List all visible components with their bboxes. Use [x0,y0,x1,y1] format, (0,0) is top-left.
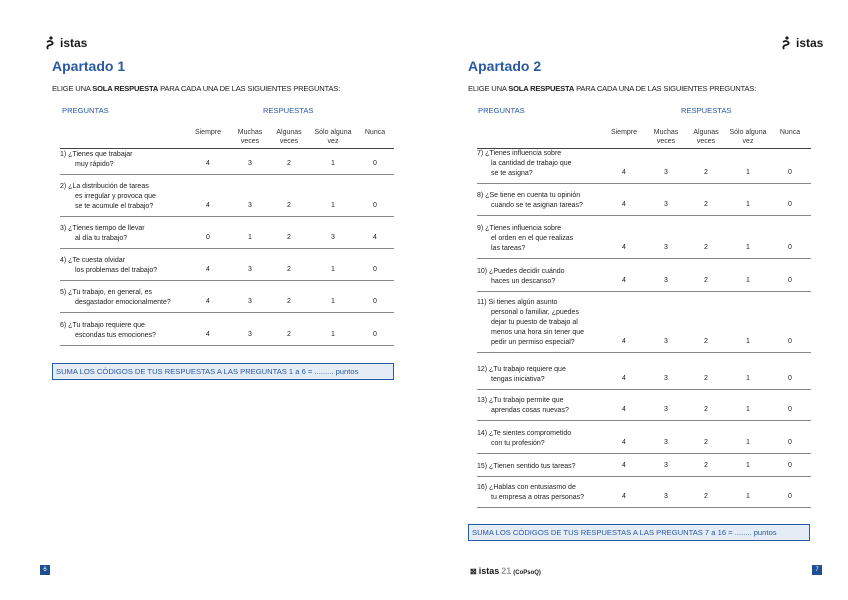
footer-num: 21 [501,566,512,576]
answer-value[interactable]: 0 [788,375,792,382]
question-text: 4) ¿Te cuesta olvidar [60,257,125,264]
question-text: 14) ¿Te sientes comprometido [477,430,572,437]
question-text: 7) ¿Tienes influencia sobre [477,150,562,157]
answer-value[interactable]: 4 [206,298,210,305]
answer-value[interactable]: 1 [746,406,750,413]
answer-value[interactable]: 3 [664,375,668,382]
answer-value[interactable]: 0 [373,202,377,209]
answer-value[interactable]: 2 [704,338,708,345]
answer-value[interactable]: 3 [331,234,335,241]
row-rule [477,183,811,184]
question-text: 5) ¿Tu trabajo, en general, es [60,289,152,296]
answer-value[interactable]: 2 [704,406,708,413]
answer-value[interactable]: 2 [704,375,708,382]
header-rule [60,148,394,149]
answer-value[interactable]: 3 [664,338,668,345]
answer-value[interactable]: 3 [664,406,668,413]
footer-logo [470,566,541,576]
right-page [424,0,848,600]
answer-value[interactable]: 0 [788,201,792,208]
answer-value[interactable]: 2 [704,244,708,251]
answer-value[interactable]: 3 [664,439,668,446]
answer-value[interactable]: 0 [788,493,792,500]
row-rule [477,476,811,477]
answer-value[interactable]: 3 [248,202,252,209]
question-text: menos una hora sin tener que [491,329,585,336]
answer-value[interactable]: 0 [206,234,210,241]
answer-value[interactable]: 4 [622,338,626,345]
row-rule [477,420,811,421]
question-text: las tareas? [491,245,526,252]
question-text: aprendas cosas nuevas? [491,407,569,414]
answer-value[interactable]: 0 [788,277,792,284]
question-text: 9) ¿Tienes influencia sobre [477,225,562,232]
question-text: 8) ¿Se tiene en cuenta tu opinión [477,192,581,199]
answer-value[interactable]: 2 [287,160,291,167]
column-header: Algunas veces [693,129,719,145]
answer-value[interactable]: 2 [287,331,291,338]
answer-value[interactable]: 4 [622,169,626,176]
preguntas-header: PREGUNTAS [478,106,525,115]
answer-value[interactable]: 0 [788,169,792,176]
question-text: 13) ¿Tu trabajo permite que [477,397,564,404]
question-text: 6) ¿Tu trabajo requiere que [60,322,145,329]
row-rule [60,174,394,175]
answer-value[interactable]: 2 [704,493,708,500]
question-text: escondas tus emociones? [75,332,156,339]
istas-logo [780,36,823,50]
answer-value[interactable]: 3 [664,201,668,208]
answer-value[interactable]: 0 [373,298,377,305]
row-rule [60,216,394,217]
answer-value[interactable]: 0 [373,266,377,273]
question-text: tu empresa a otras personas? [491,494,584,501]
answer-value[interactable]: 1 [746,493,750,500]
column-header: Nunca [779,129,801,136]
footer-brand: istas [478,566,500,576]
istas-logo-icon [780,36,792,50]
row-rule [60,345,394,346]
answer-value[interactable]: 0 [788,439,792,446]
page-number: 6 [40,565,50,575]
answer-value[interactable]: 4 [622,201,626,208]
question-text: personal o familiar, ¿puedes [491,309,579,316]
question-text: la cantidad de trabajo que [491,160,572,167]
column-header: Sólo alguna vez [314,129,352,145]
question-text: 12) ¿Tu trabajo requiere que [477,366,566,373]
question-text: con tu profesión? [491,440,545,447]
answer-value[interactable]: 1 [331,202,335,209]
question-text: 15) ¿Tienen sentido tus tareas? [477,463,576,470]
answer-value[interactable]: 1 [746,375,750,382]
column-header: Siempre [610,129,638,136]
answer-value[interactable]: 1 [331,160,335,167]
question-text: pedir un permiso especial? [491,339,575,346]
answer-value[interactable]: 2 [287,298,291,305]
answer-value[interactable]: 4 [373,234,377,241]
answer-value[interactable]: 0 [788,462,792,469]
answer-value[interactable]: 3 [248,266,252,273]
question-text: 11) Si tienes algún asunto [477,299,558,306]
answer-value[interactable]: 2 [287,266,291,273]
answer-value[interactable]: 3 [664,462,668,469]
row-rule [477,215,811,216]
row-rule [477,352,811,353]
column-header: Siempre [194,129,222,136]
question-text: haces un descanso? [491,278,556,285]
answer-value[interactable]: 4 [622,375,626,382]
row-rule [477,453,811,454]
answer-value[interactable]: 2 [704,462,708,469]
preguntas-header: PREGUNTAS [62,106,109,115]
footer-suffix: (CoPsoQ) [513,570,541,576]
footer-logo-icon: ⊠ [470,567,477,576]
answer-value[interactable]: 4 [206,202,210,209]
question-text: tengas iniciativa? [491,376,545,383]
answer-value[interactable]: 3 [664,493,668,500]
answer-value[interactable]: 3 [664,277,668,284]
row-rule [60,312,394,313]
answer-value[interactable]: 0 [788,406,792,413]
row-rule [477,258,811,259]
answer-value[interactable]: 1 [746,244,750,251]
answer-value[interactable]: 0 [373,160,377,167]
question-text: dejar tu puesto de trabajo al [491,319,578,326]
sum-box: SUMA LOS CÓDIGOS DE TUS RESPUESTAS A LAS PREGUNTAS 7 a 16 = ........ puntos [468,524,810,541]
row-rule [60,248,394,249]
answer-value[interactable]: 2 [704,169,708,176]
answer-value[interactable]: 1 [331,298,335,305]
question-text: el orden en el que realizas [491,235,574,242]
answer-value[interactable]: 3 [248,298,252,305]
row-rule [477,389,811,390]
row-rule [477,291,811,292]
answer-value[interactable]: 1 [746,169,750,176]
istas-logo-icon [44,36,56,50]
istas-logo [44,36,87,50]
answer-value[interactable]: 3 [248,331,252,338]
page-title: Apartado 2 [468,58,542,74]
answer-value[interactable]: 4 [622,406,626,413]
answer-value[interactable]: 2 [287,202,291,209]
question-text: se te acumule el trabajo? [75,203,154,210]
row-rule [477,507,811,508]
question-text: 10) ¿Puedes decidir cuándo [477,268,565,275]
question-text: se te asigna? [491,170,533,177]
question-text: al día tu trabajo? [75,235,128,242]
answer-value[interactable]: 1 [746,439,750,446]
answer-value[interactable]: 1 [248,234,252,241]
answer-value[interactable]: 0 [788,244,792,251]
answer-value[interactable]: 0 [373,331,377,338]
answer-value[interactable]: 4 [622,462,626,469]
answer-value[interactable]: 1 [746,462,750,469]
question-text: desgastador emocionalmente? [75,299,171,306]
answer-value[interactable]: 1 [746,277,750,284]
page-title: Apartado 1 [52,58,126,74]
respuestas-header: RESPUESTAS [681,106,732,115]
sum-box: SUMA LOS CÓDIGOS DE TUS RESPUESTAS A LAS PREGUNTAS 1 a 6 = ......... puntos [52,363,394,380]
column-header: Nunca [364,129,386,136]
column-header: Muchas veces [653,129,679,145]
column-header: Algunas veces [276,129,302,145]
answer-value[interactable]: 1 [331,331,335,338]
answer-value[interactable]: 1 [746,201,750,208]
logo-text: istas [60,36,88,50]
answer-value[interactable]: 3 [664,244,668,251]
instructions: ELIGE UNA SOLA RESPUESTA PARA CADA UNA DE LAS SIGUIENTES PREGUNTAS: [468,84,757,93]
answer-value[interactable]: 0 [788,338,792,345]
answer-value[interactable]: 4 [206,160,210,167]
respuestas-header: RESPUESTAS [263,106,314,115]
answer-value[interactable]: 2 [704,201,708,208]
answer-value[interactable]: 4 [622,277,626,284]
question-text: 2) ¿La distribución de tareas [60,183,149,190]
question-text: los problemas del trabajo? [75,267,158,274]
answer-value[interactable]: 4 [622,244,626,251]
answer-value[interactable]: 4 [206,331,210,338]
instructions: ELIGE UNA SOLA RESPUESTA PARA CADA UNA DE LAS SIGUIENTES PREGUNTAS: [52,84,341,93]
page-number: 7 [812,565,822,575]
row-rule [60,280,394,281]
logo-text: istas [796,36,824,50]
question-text: muy rápido? [75,161,114,168]
column-header: Muchas veces [237,129,263,145]
answer-value[interactable]: 3 [248,160,252,167]
answer-value[interactable]: 2 [704,277,708,284]
answer-value[interactable]: 2 [287,234,291,241]
question-text: 3) ¿Tienes tiempo de llevar [60,225,145,232]
answer-value[interactable]: 4 [622,439,626,446]
question-text: 1) ¿Tienes que trabajar [60,151,133,158]
question-text: cuando se te asignan tareas? [491,202,583,209]
question-text: 16) ¿Hablas con entusiasmo de [477,484,576,491]
answer-value[interactable]: 1 [331,266,335,273]
answer-value[interactable]: 4 [206,266,210,273]
question-text: es irregular y provoca que [75,193,156,200]
column-header: Sólo alguna vez [729,129,767,145]
answer-value[interactable]: 2 [704,439,708,446]
answer-value[interactable]: 4 [622,493,626,500]
answer-value[interactable]: 1 [746,338,750,345]
answer-value[interactable]: 3 [664,169,668,176]
